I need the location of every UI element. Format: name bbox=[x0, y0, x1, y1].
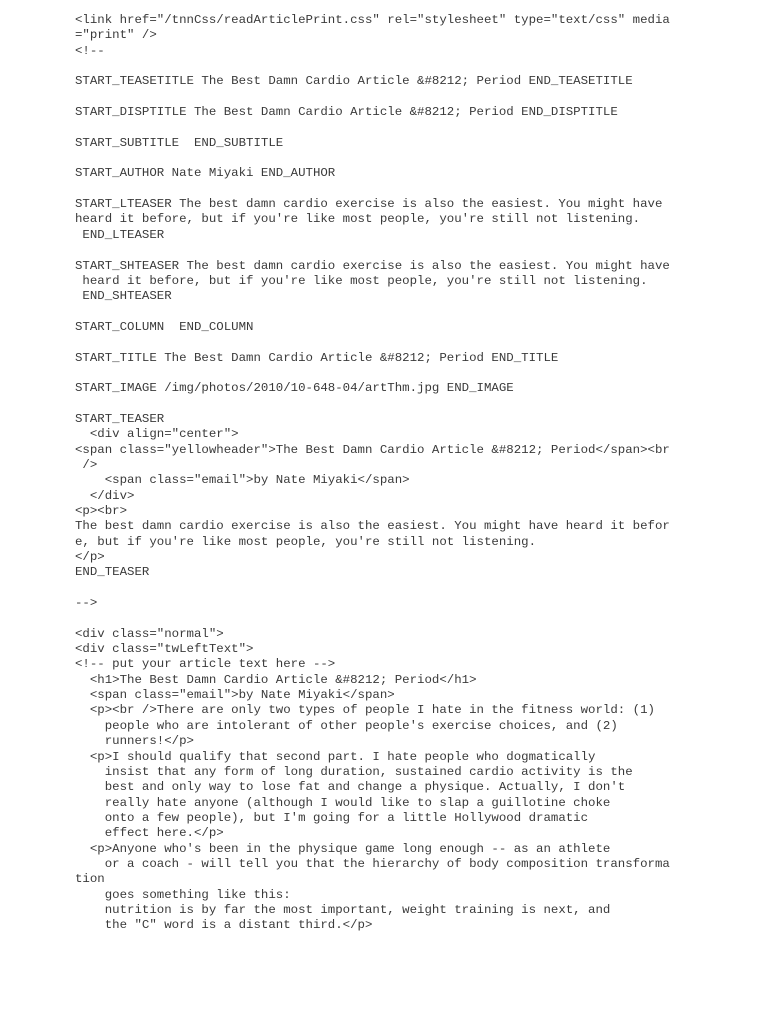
code-line: or a coach - will tell you that the hierarchy of body composition transforma bbox=[75, 856, 670, 871]
code-line: goes something like this: bbox=[75, 887, 291, 902]
code-line: effect here.</p> bbox=[75, 826, 224, 841]
code-line: START_SHTEASER The best damn cardio exercise is also the easiest. You might have bbox=[75, 258, 670, 273]
code-line: END_LTEASER bbox=[75, 227, 165, 242]
code-line: <div class="twLeftText"> bbox=[75, 642, 254, 657]
code-line: END_SHTEASER bbox=[75, 289, 172, 304]
code-line bbox=[75, 59, 675, 74]
code-line bbox=[75, 151, 675, 166]
code-line: START_AUTHOR Nate Miyaki END_AUTHOR bbox=[75, 166, 336, 181]
code-line: <p>Anyone who's been in the physique game long enough -- as an athlete bbox=[75, 841, 611, 856]
code-line: <!-- bbox=[75, 43, 105, 58]
code-line bbox=[75, 335, 675, 350]
code-line: <link href="/tnnCss/readArticlePrint.css" rel="stylesheet" type="text/css" media bbox=[75, 13, 670, 27]
code-line: START_IMAGE /img/photos/2010/10-648-04/artThm.jpg END_IMAGE bbox=[75, 381, 514, 396]
code-line: ="print" /> bbox=[75, 28, 157, 43]
code-line: runners!</p> bbox=[75, 734, 194, 749]
code-line bbox=[75, 366, 675, 381]
code-line: <span class="yellowheader">The Best Damn Cardio Article &#8212; Period</span><br bbox=[75, 442, 670, 457]
code-line bbox=[75, 243, 675, 258]
code-line: <p><br />There are only two types of people I hate in the fitness world: (1) bbox=[75, 703, 655, 718]
code-line: insist that any form of long duration, sustained cardio activity is the bbox=[75, 764, 633, 779]
code-line: START_COLUMN END_COLUMN bbox=[75, 319, 254, 334]
code-line: <span class="email">by Nate Miyaki</span> bbox=[75, 688, 395, 703]
code-line bbox=[75, 90, 675, 105]
code-line: /> bbox=[75, 457, 98, 472]
code-line: START_TITLE The Best Damn Cardio Article &#8212; Period END_TITLE bbox=[75, 350, 559, 365]
code-line: START_SUBTITLE END_SUBTITLE bbox=[75, 135, 284, 150]
code-line: onto a few people), but I'm going for a little Hollywood dramatic bbox=[75, 810, 589, 825]
code-line: START_TEASER bbox=[75, 411, 165, 426]
code-line: <span class="email">by Nate Miyaki</span> bbox=[75, 473, 410, 488]
code-line: <p><br> bbox=[75, 504, 128, 518]
code-line: START_DISPTITLE The Best Damn Cardio Article &#8212; Period END_DISPTITLE bbox=[75, 105, 618, 120]
code-line bbox=[75, 581, 675, 596]
code-line: best and only way to lose fat and change a physique. Actually, I don't bbox=[75, 780, 626, 795]
code-line: people who are intolerant of other people's exercise choices, and (2) bbox=[75, 718, 618, 733]
code-line bbox=[75, 120, 675, 135]
source-code-document bbox=[75, 13, 675, 934]
code-line: </div> bbox=[75, 488, 135, 503]
code-line: END_TEASER bbox=[75, 565, 150, 580]
code-line bbox=[75, 611, 675, 626]
code-line: START_LTEASER The best damn cardio exercise is also the easiest. You might have bbox=[75, 197, 663, 212]
code-line: the "C" word is a distant third.</p> bbox=[75, 918, 373, 933]
code-line: really hate anyone (although I would like to slap a guillotine choke bbox=[75, 795, 611, 810]
code-line: <div class="normal"> bbox=[75, 626, 224, 641]
code-line: heard it before, but if you're like most people, you're still not listening. bbox=[75, 212, 641, 227]
code-line: e, but if you're like most people, you're still not listening. bbox=[75, 534, 537, 549]
code-line: nutrition is by far the most important, weight training is next, and bbox=[75, 902, 611, 917]
code-line: <h1>The Best Damn Cardio Article &#8212; Period</h1> bbox=[75, 672, 477, 687]
code-line: </p> bbox=[75, 550, 105, 565]
code-line bbox=[75, 397, 675, 412]
code-line: The best damn cardio exercise is also the easiest. You might have heard it befor bbox=[75, 519, 670, 534]
code-line: <!-- put your article text here --> bbox=[75, 657, 336, 672]
code-line: heard it before, but if you're like most people, you're still not listening. bbox=[75, 273, 648, 288]
code-line: <div align="center"> bbox=[75, 427, 239, 442]
code-line bbox=[75, 182, 675, 197]
code-line: --> bbox=[75, 596, 98, 611]
code-line bbox=[75, 305, 675, 320]
code-line: <p>I should qualify that second part. I hate people who dogmatically bbox=[75, 749, 596, 764]
code-line: START_TEASETITLE The Best Damn Cardio Article &#8212; Period END_TEASETITLE bbox=[75, 74, 633, 89]
code-line: tion bbox=[75, 872, 105, 887]
